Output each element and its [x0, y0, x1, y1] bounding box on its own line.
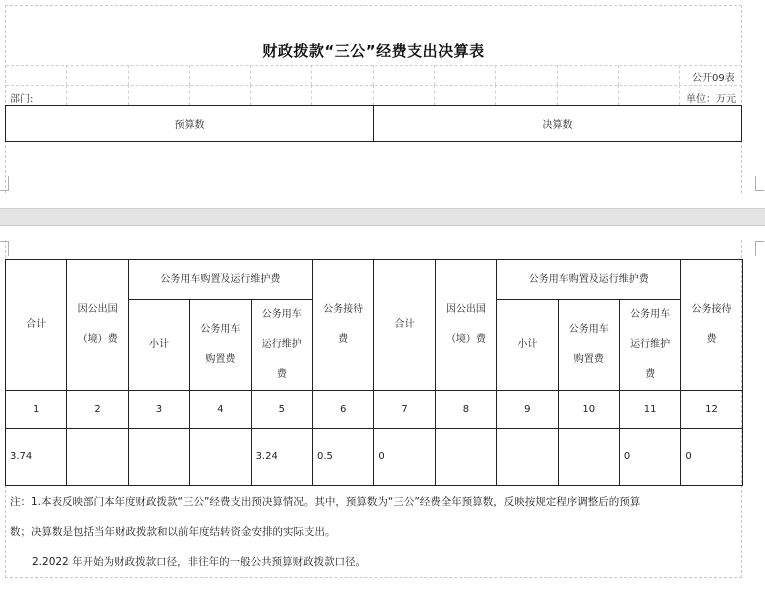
column-number: 2 — [67, 391, 128, 429]
value-cell — [558, 429, 619, 486]
reception-header: 公务接待 费 — [681, 260, 742, 391]
crop-mark — [0, 241, 9, 256]
value-cell — [128, 429, 189, 486]
column-number: 9 — [497, 391, 558, 429]
page-title: 财政拨款“三公”经费支出决算表 — [262, 42, 485, 60]
subtotal-header: 小计 — [497, 300, 558, 391]
column-number-row — [6, 391, 743, 429]
vehicle-group-header: 公务用车购置及运行维护费 — [497, 260, 681, 300]
grid-row — [6, 65, 742, 85]
note-line-3: 2.2022 年开始为财政拨款口径，非往年的一般公共预算财政拨款口径。 — [32, 556, 367, 568]
three-public-expenses-table — [5, 259, 743, 486]
vehicle-purchase-header: 公务用车 购置费 — [558, 300, 619, 391]
abroad-header: 因公出国 （境）费 — [67, 260, 128, 391]
data-row — [6, 429, 743, 486]
crop-mark — [0, 176, 9, 191]
vehicle-operation-header: 公务用车 运行维护 费 — [619, 300, 680, 391]
value-cell: 0 — [681, 429, 742, 486]
column-number: 8 — [435, 391, 496, 429]
crop-mark — [755, 241, 764, 256]
page-break-band — [0, 208, 765, 226]
value-cell — [497, 429, 558, 486]
form-code: 公开09表 — [692, 73, 735, 84]
column-number: 3 — [128, 391, 189, 429]
column-number: 11 — [619, 391, 680, 429]
value-cell: 3.74 — [6, 429, 67, 486]
actual-header: 决算数 — [542, 120, 573, 131]
value-cell: 0 — [619, 429, 680, 486]
unit-label: 单位：万元 — [686, 94, 736, 105]
budget-actual-header — [5, 105, 742, 142]
value-cell: 0 — [374, 429, 435, 486]
abroad-header: 因公出国 （境）费 — [435, 260, 496, 391]
value-cell: 0.5 — [312, 429, 373, 486]
column-number: 5 — [251, 391, 312, 429]
column-number: 4 — [190, 391, 251, 429]
column-number: 1 — [6, 391, 67, 429]
total-header: 合计 — [374, 260, 435, 391]
grid-row — [6, 85, 742, 105]
vehicle-group-header: 公务用车购置及运行维护费 — [128, 260, 312, 300]
value-cell — [67, 429, 128, 486]
vehicle-purchase-header: 公务用车 购置费 — [190, 300, 251, 391]
column-number: 6 — [312, 391, 373, 429]
column-number: 10 — [558, 391, 619, 429]
department-label: 部门: — [10, 94, 34, 105]
vehicle-operation-header: 公务用车 运行维护 费 — [251, 300, 312, 391]
crop-mark — [755, 176, 764, 191]
subtotal-header: 小计 — [128, 300, 189, 391]
reception-header: 公务接待 费 — [312, 260, 373, 391]
value-cell — [435, 429, 496, 486]
note-line-1: 注：1.本表反映部门本年度财政拨款“三公”经费支出预决算情况。其中，预算数为“三公”经费全年预算数，反映按规定程序调整后的预算 — [10, 496, 641, 508]
value-cell: 3.24 — [251, 429, 312, 486]
header-row-1 — [6, 260, 743, 300]
column-number: 7 — [374, 391, 435, 429]
total-header: 合计 — [6, 260, 67, 391]
value-cell — [190, 429, 251, 486]
column-number: 12 — [681, 391, 742, 429]
note-line-2: 数；决算数是包括当年财政拨款和以前年度结转资金安排的实际支出。 — [10, 526, 336, 538]
budget-header: 预算数 — [6, 106, 374, 141]
